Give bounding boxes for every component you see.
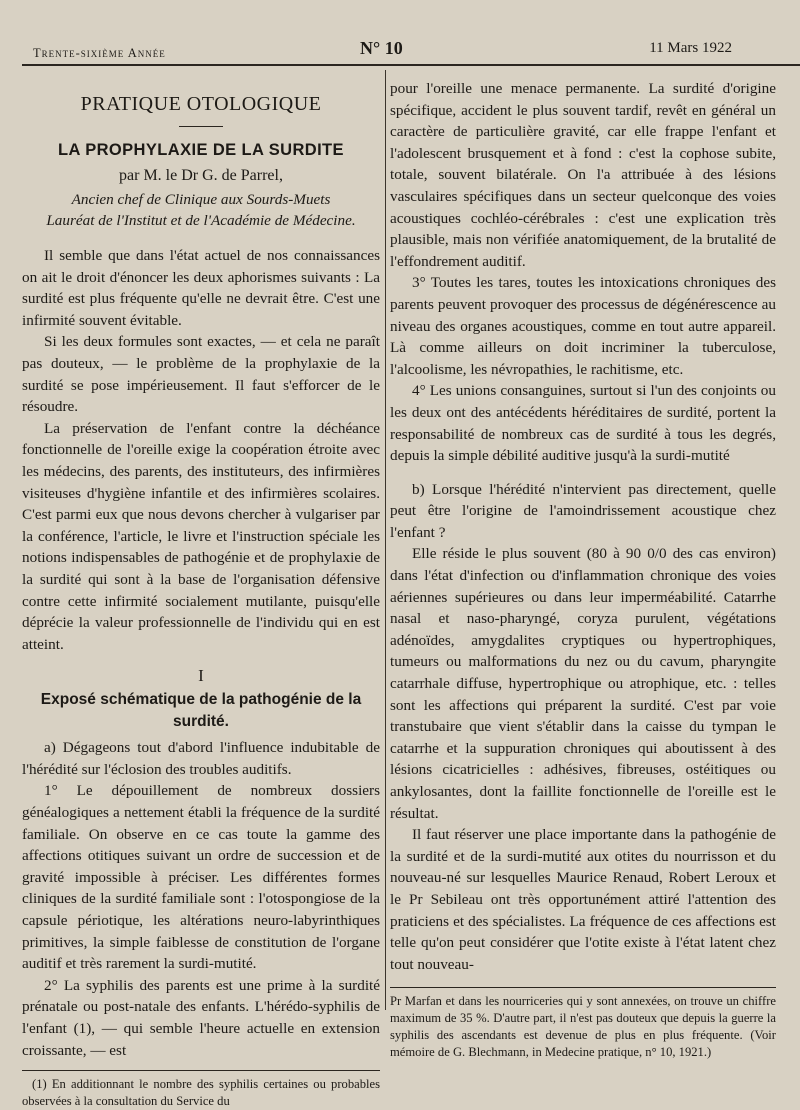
paragraph: Elle réside le plus souvent (80 à 90 0/0 des cas environ) dans l'état d'infection ou d'inflammation chronique des voies aériennes supérieures ou dans leur imperméabilité. Catarrhe nasal et naso-pharyngé, coryza purulent, végétations adénoïdes, amygdalites cryptiques ou hypertrophiques, tumeurs ou malformations du nez ou du cavum, pharyngite catarrhale diffuse, hypertrophique ou atrophique, etc. : telles sont les affections qui préparent la surdité. C'est par voie transtubaire que vient s'établir dans la caisse du tympan le catarrhe et la suppuration chroniques qui aboutissent à des lésions cicatricielles : adhésives, fibreuses, ostéitiques ou ankylosantes, dont la faillite fonctionnelle de l'oreille est le résultat. [390, 545, 776, 822]
left-column [22, 78, 380, 1110]
paragraph: Si les deux formules sont exactes, — et cela ne paraît pas douteux, — le problème de la prophylaxie de la surdité se pose impérieusement. Il faut s'efforcer de le résoudre. [22, 333, 380, 416]
author-affiliation-1: Ancien chef de Clinique aux Sourds-Muets [71, 191, 331, 208]
issue-number: N° 10 [360, 38, 403, 58]
footnote-rule [22, 1070, 380, 1071]
footnote: (1) En additionnant le nombre des syphilis certaines ou probables observées à la consultation du Service du [22, 1077, 380, 1109]
paragraph: Il faut réserver une place importante dans la pathogénie de la surdité et de la surdi-mutité aux otites du nourrisson et du nouveau-né sur lesquelles Maurice Renaud, Robert Leroux et le Pr Sebileau ont très opportunément attiré l'attention des praticiens et des spécialistes. La fréquence de ces affections est telle qu'on peut considérer que l'otite existe à l'état latent chez tout nouveau- [390, 826, 776, 973]
footnote-rule [390, 987, 776, 988]
author-byline: par M. le Dr G. de Parrel, [119, 167, 283, 184]
paragraph: 1° Le dépouillement de nombreux dossiers généalogiques a nettement établi la fréquence de la surdité familiale. On observe en ce cas toute la gamme des affections otitiques suivant un ordre de succession et de gravité impossible à préciser. Les différentes formes cliniques de la surdité familiale sont : l'otospongiose de la capsule périotique, les altérations neuro-labyrinthiques primitives, la simple faiblesse de constitution de l'organe auditif et très rarement la surdi-mutité. [22, 782, 380, 973]
paragraph: 4° Les unions consanguines, surtout si l'un des conjoints ou les deux ont des antécédents héréditaires de surdité, portent la responsabilité de nombreux cas de surdité à tous les degrés, depuis la simple débilité auditive jusqu'à la surdi-mutité [390, 382, 776, 465]
section-rubric: PRATIQUE OTOLOGIQUE [80, 93, 322, 115]
paragraph: a) Dégageons tout d'abord l'influence indubitable de l'hérédité sur l'éclosion des troubles auditifs. [22, 739, 380, 778]
paragraph: b) Lorsque l'hérédité n'intervient pas directement, quelle peut être l'origine de l'amoindrissement acoustique chez l'enfant ? [390, 480, 776, 541]
volume-year: Trente-sixième Année [33, 46, 166, 60]
paragraph: Il semble que dans l'état actuel de nos connaissances on ait le droit d'énoncer les deux aphorismes suivants : La surdité est plus fréquente qu'elle ne devrait être. C'est une infirmité souvent évitable. [22, 247, 380, 329]
issue-date: 11 Mars 1922 [649, 40, 732, 56]
title-rule [179, 126, 223, 127]
column-divider [385, 70, 386, 1010]
section-number: I [198, 666, 204, 686]
section-heading: Exposé schématique de la pathogénie de la surdité. [40, 691, 362, 731]
running-header [0, 34, 800, 64]
paragraph: 3° Toutes les tares, toutes les intoxications chroniques des parents peuvent provoquer des processus de dégénérescence au niveau des organes acoustiques, comme en tout autre appareil. Là comme ailleurs on doit incriminer la tuberculose, l'alcoolisme, les névropathies, le rachitisme, etc. [390, 274, 776, 378]
article-title: LA PROPHYLAXIE DE LA SURDITE [58, 141, 344, 159]
paragraph: pour l'oreille une menace permanente. La surdité d'origine spécifique, accident le plus souvent tardif, revêt en général un caractère de particulière gravité, car elle frappe l'enfant et l'adolescent brusquement et à fond : c'est la cophose subite, totale, souvent bilatérale. On l'a attribuée à des lésions vasculaires spécifiques dans un secteur quelconque des voies acoustiques cochléo-cérébrales : c'est une explication très plausible, mais non vérifiée anatomiquement, de la brutalité de l'effondrement auditif. [390, 80, 776, 270]
author-affiliation-2: Lauréat de l'Institut et de l'Académie de Médecine. [46, 212, 356, 229]
paragraph: La préservation de l'enfant contre la déchéance fonctionnelle de l'oreille exige la coopération étroite avec les médecins, des parents, des instituteurs, des infirmières visiteuses d'hygiène infantile et des infirmières scolaires. C'est parmi eux que nous devons chercher à vulgariser par la conférence, l'article, le livre et l'instruction spéciale les notions indispensables de pathogénie et de prophylaxie de la surdité qui sont à la base de l'organisation défensive contre cette infirmité socialement mutilante, puisqu'elle déprécie la valeur professionnelle de l'individu qui en est atteint. [22, 419, 380, 653]
right-column [390, 78, 776, 1061]
header-rule [22, 64, 800, 66]
paragraph: 2° La syphilis des parents est une prime à la surdité prénatale ou post-natale des enfants. L'hérédo-syphilis de l'enfant (1), — qui semble l'heure actuelle en extension croissante, — est [22, 976, 380, 1059]
spacer [390, 467, 776, 479]
footnote-continued: Pr Marfan et dans les nourriceries qui y sont annexées, on trouve un chiffre maximum de 35 %. D'autre part, il n'est pas douteux que depuis la guerre la syphilis des ascendants est devenue de plus en plus fréquente. (Voir mémoire de G. Blechmann, in Medecine pratique, n° 10, 1921.) [390, 994, 776, 1060]
